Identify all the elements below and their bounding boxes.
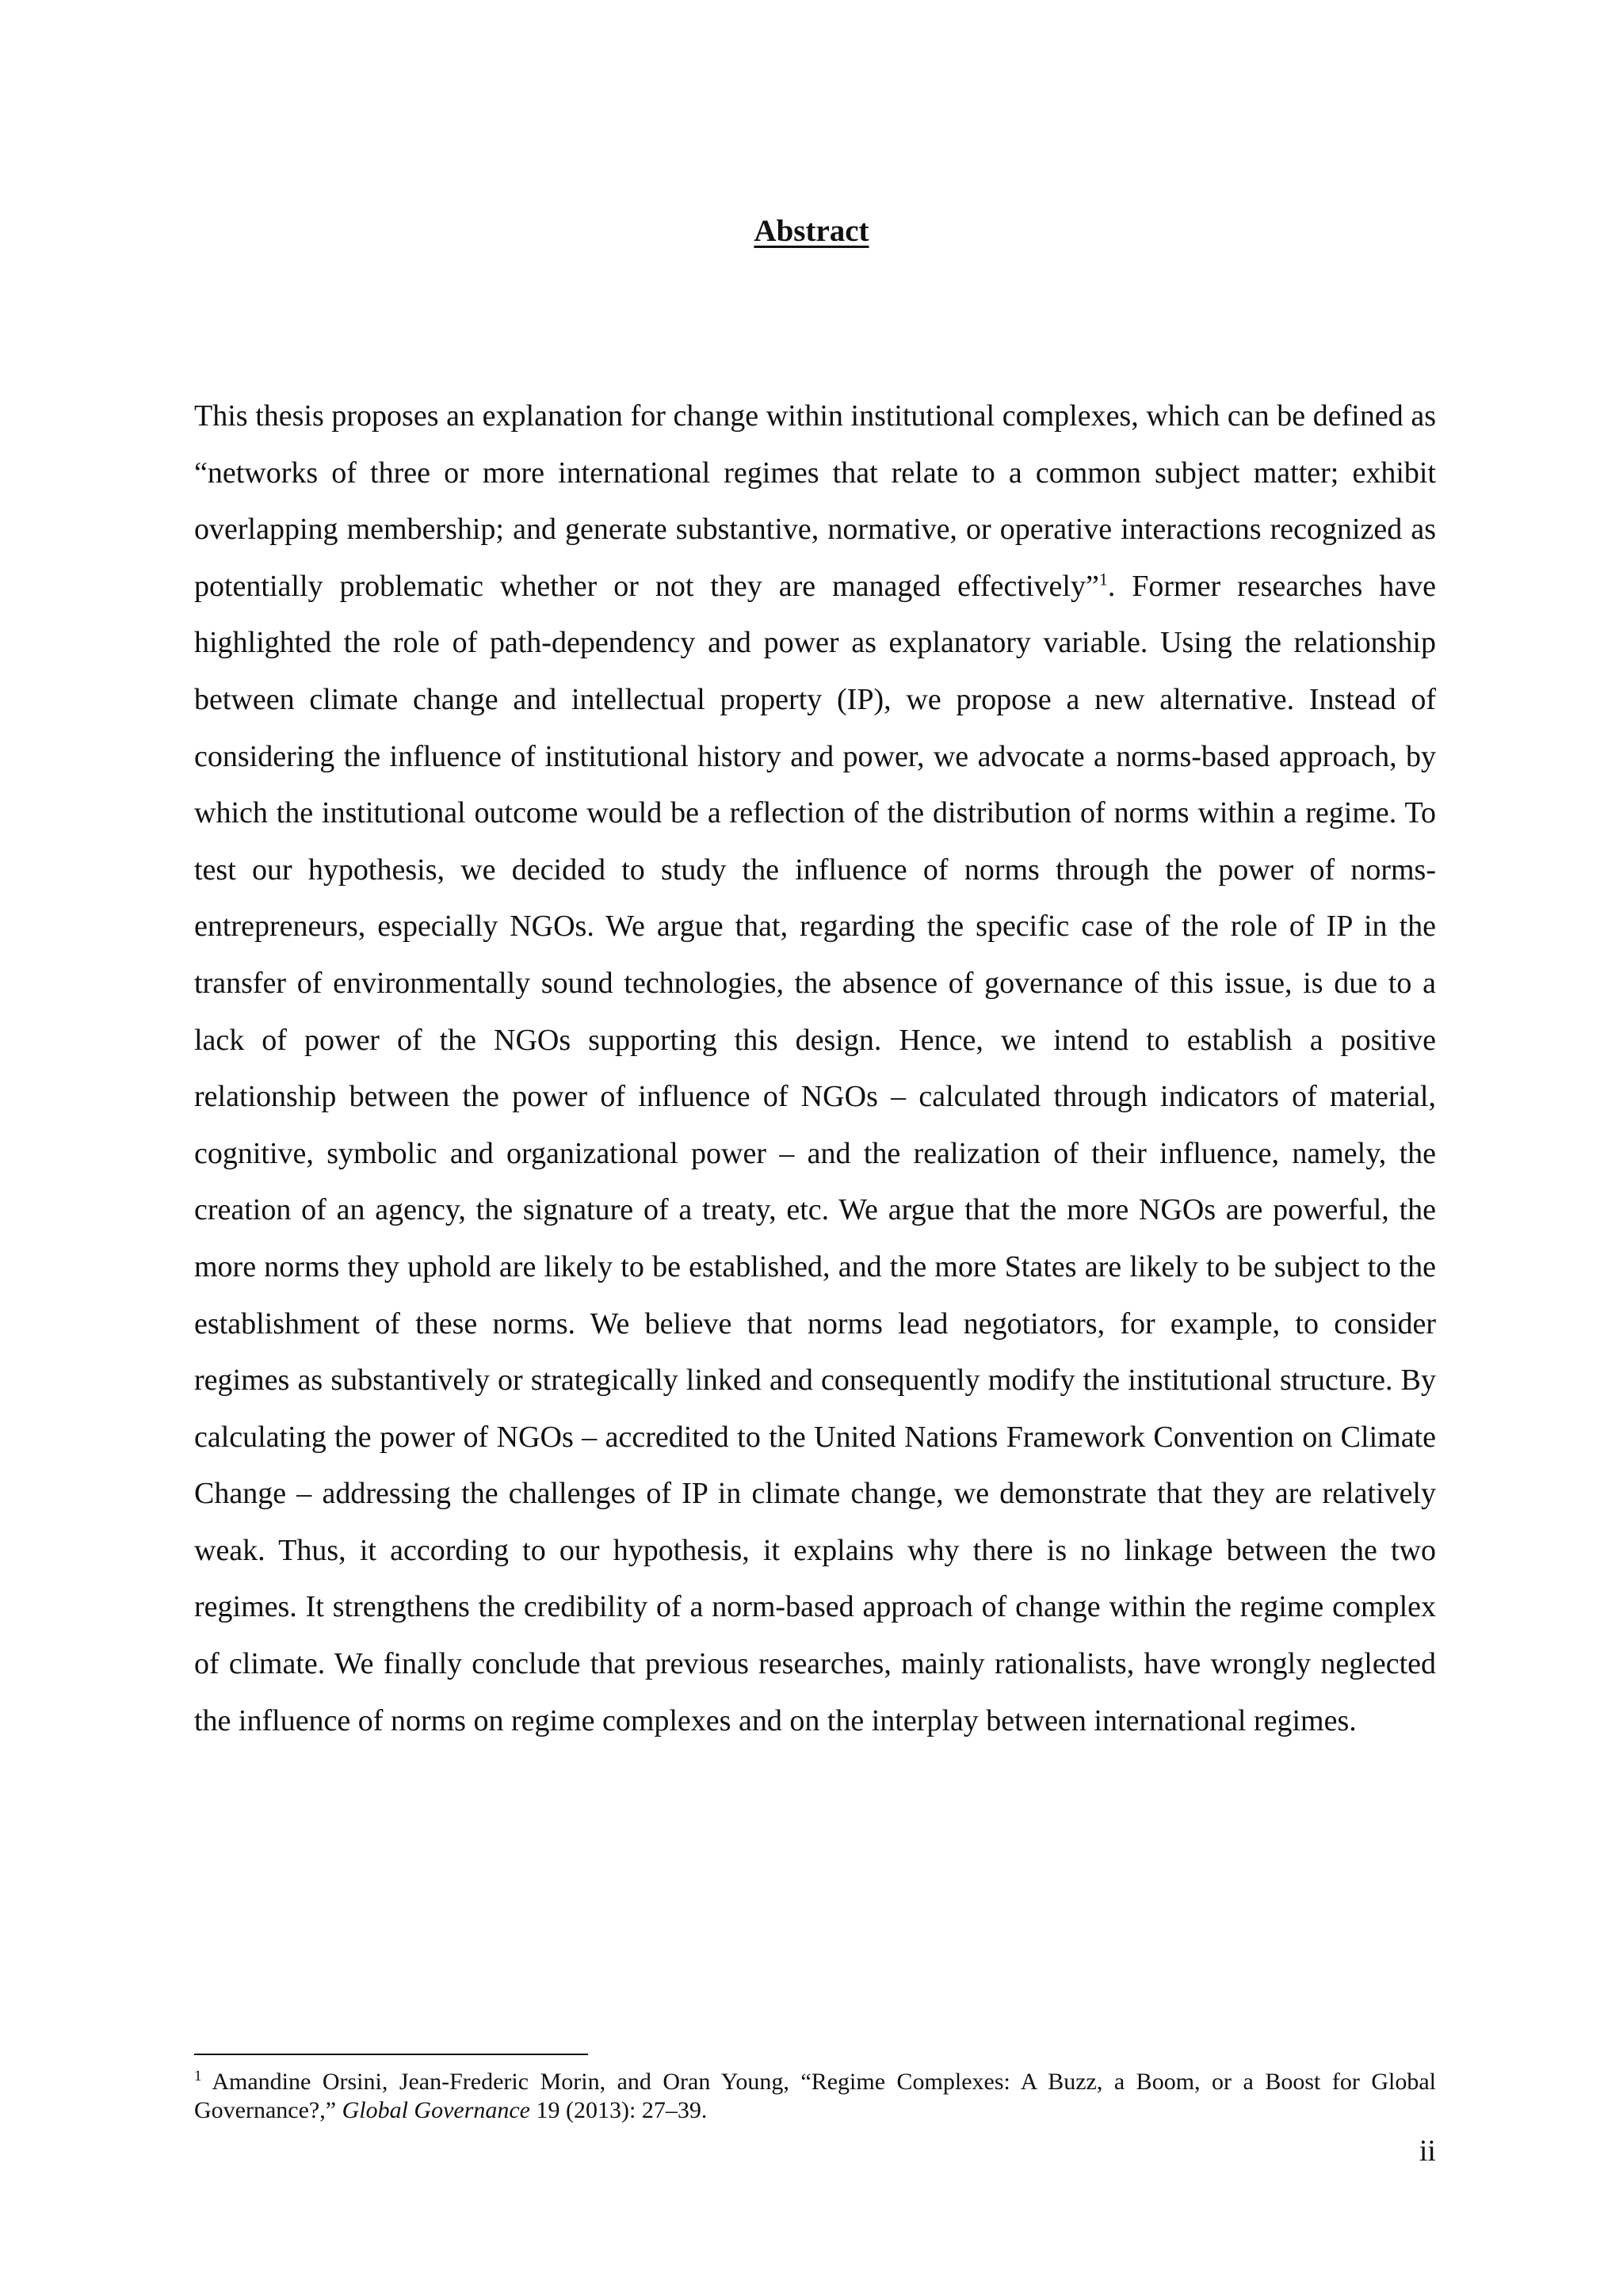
abstract-text-after-note: . Former researches have highlighted the role of path-dependency and power as explanatory variable. Using the relationship between climate change and intellectual property (IP), we propose a new alternative. Instead of considering the influence of institutional history and power, we advocate a norms-based approach, by which the institutional outcome would be a reflection of the distribution of norms within a regime. To test our hypothesis, we decided to study the influence of norms through the power of norms-entrepreneurs, especially NGOs. We argue that, regarding the specific case of the role of IP in the transfer of environmentally sound technologies, the absence of governance of this issue, is due to a lack of power of the NGOs supporting this design. Hence, we intend to establish a positive relationship between the power of influence of NGOs – calculated through indicators of material, cognitive, symbolic and organizational power – and the realization of their influence, namely, the creation of an agency, the signature of a treaty, etc. We argue that the more NGOs are powerful, the more norms they uphold are likely to be established, and the more States are likely to be subject to the establishment of these norms. We believe that norms lead negotiators, for example, to consider regimes as substantively or strategically linked and consequently modify the institutional structure. By calculating the power of NGOs – accredited to the United Nations Framework Convention on Climate Change – addressing the challenges of IP in climate change, we demonstrate that they are relatively weak. Thus, it according to our hypothesis, it explains why there is no linkage between the two regimes. It strengthens the credibility of a norm-based approach of change within the regime complex of climate. We finally conclude that previous researches, mainly rationalists, have wrongly neglected the influence of norms on regime complexes and on the interplay between international regimes.: [194, 569, 1436, 1737]
footnote-journal-title: Global Governance: [342, 2097, 530, 2123]
footnote-text-before-journal: Amandine Orsini, Jean-Frederic Morin, and Oran Young, “Regime Complexes: A Buzz, a Boom, or a Boost for Global Governance?,”: [194, 2069, 1436, 2123]
abstract-text-before-note: This thesis proposes an explanation for change within institutional complexes, which can be defined as “networks of three or more international regimes that relate to a common subject matter; exhibit overlapping membership; and generate substantive, normative, or operative interactions recognized as potentially problematic whether or not they are managed effectively”: [194, 399, 1436, 603]
footnote-marker: 1: [194, 2068, 202, 2084]
page-number: ii: [1419, 2134, 1436, 2168]
footnote-reference: 1: [1098, 569, 1108, 589]
footnote-text-after-journal: 19 (2013): 27–39.: [530, 2097, 708, 2123]
page-title: Abstract: [754, 214, 869, 248]
footnote-divider: [194, 2054, 588, 2055]
footnote: [194, 2068, 1436, 2125]
abstract-paragraph: [194, 388, 1436, 1749]
